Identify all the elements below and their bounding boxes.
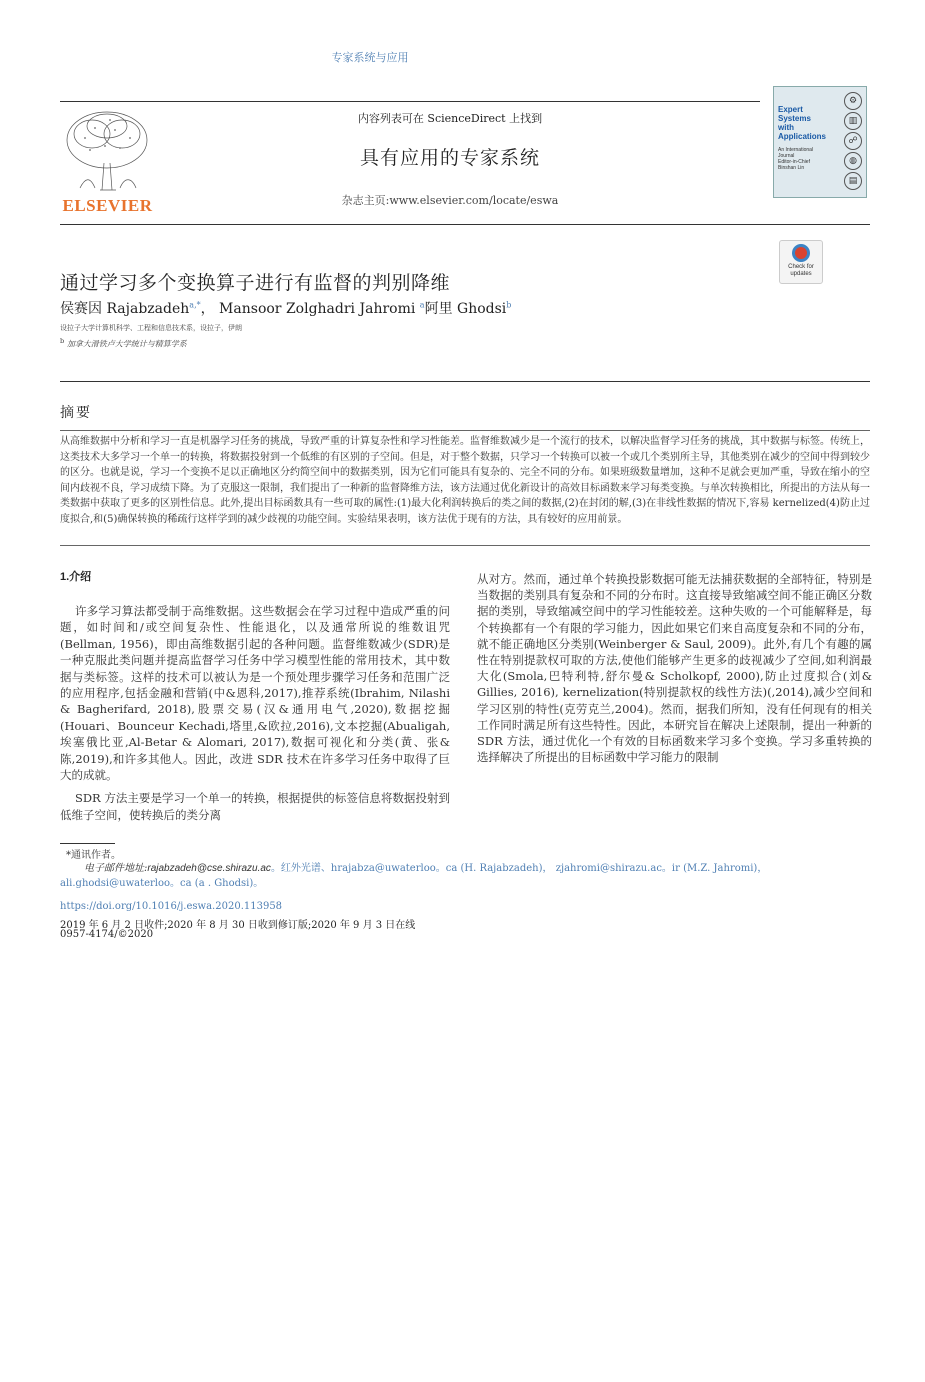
globe-icon: ◍ xyxy=(844,152,862,170)
author-affiliation-marker[interactable]: a,* xyxy=(189,300,201,310)
masthead-bottom-rule xyxy=(60,224,870,225)
author-name[interactable]: 侯赛因 Rajabzadeh xyxy=(60,301,190,317)
journal-name[interactable]: 具有应用的专家系统 xyxy=(359,147,540,169)
journal-short-title[interactable]: 专家系统与应用 xyxy=(331,51,409,64)
email-links-rest[interactable]: 。红外光谱、hrajabza@uwaterloo。ca (H. Rajabzadeh)， zjahromi@shirazu.ac。ir (M.Z. Jahromi)，ali.ghodsi@uwaterloo。ca (a . Ghodsi)。 xyxy=(60,863,768,889)
cover-subtitle: An International Journal Editor-in-Chief Binshan Lin xyxy=(778,147,814,171)
author-affiliation-marker[interactable]: a xyxy=(419,300,425,310)
author-affiliation-marker[interactable]: b xyxy=(506,300,512,310)
bookmark-icon xyxy=(792,244,810,262)
cover-title: Expert Systems with Applications xyxy=(778,105,827,141)
chart-icon: ▥ xyxy=(844,112,862,130)
network-icon: ☍ xyxy=(844,132,862,150)
gear-icon: ⚙ xyxy=(844,92,862,110)
left-column xyxy=(60,603,450,823)
paragraph: SDR 方法主要是学习一个单一的转换，根据提供的标签信息将数据投射到低维子空间，使转换后的类分离 xyxy=(60,791,450,822)
contents-availability-line[interactable]: 内容列表可在 ScienceDirect 上找到 xyxy=(357,112,543,125)
doi-link[interactable]: https://doi.org/10.1016/j.eswa.2020.113958 xyxy=(60,901,283,912)
corresponding-author-note: *通讯作者。 xyxy=(66,850,121,861)
paragraph: 从对方。然而，通过单个转换投影数据可能无法捕获数据的全部特征，特别是当数据的类别具有复杂和不同的分布时。这直接导致缩减空间不能正确区分数据的类别，导致缩减空间中的学习性能较差。这种失败的一个可能解释是，每个转换都有一个有限的学习能力，因此如果它们来自高度复杂和不同的分布，就不能正确地区分类别(Weinberger & Saul, 2009)。此外,有几个有趣的属性在特别提款权可取的方法,使他们能够产生更多的歧视减少了空间,如利润最大化(Smola,巴特利特,舒尔曼& Scholkopf, 2000),防止过度拟合(刘& Gillies, 2016), kernelization(特别提款权的线性方法)(,2014),减少空间和学习区别的特性(克劳克兰,2004)。然而，据我们所知，没有任何现有的相关工作同时满足所有这些特性。因此，本研究旨在解决上述限制，提出一种新的 SDR 方法，通过优化一个有效的目标函数来学习多个变换。学习多重转换的选择解决了所提出的目标函数中学习能力的限制 xyxy=(477,572,872,765)
abstract-bottom-rule xyxy=(60,545,870,546)
masthead-top-rule xyxy=(60,101,760,102)
journal-homepage[interactable]: 杂志主页:www.elsevier.com/locate/eswa xyxy=(341,194,559,207)
check-updates-label: Check for updates xyxy=(788,264,814,277)
email-link[interactable]: rajabzadeh@cse.shirazu.ac xyxy=(147,863,271,874)
title-separator-rule xyxy=(60,381,870,382)
author-name[interactable]: ， Mansoor Zolghadri Jahromi xyxy=(200,301,416,317)
author-name[interactable]: 阿里 Ghodsi xyxy=(424,301,507,317)
abstract-heading: 摘要 xyxy=(60,405,92,421)
section-heading: 1.介绍 xyxy=(60,571,92,583)
elsevier-wordmark[interactable]: ELSEVIER xyxy=(62,196,153,215)
cover-icon-column xyxy=(842,91,864,192)
abstract-top-rule xyxy=(60,430,870,431)
issn-copyright: 0957-4174/©2020 xyxy=(60,929,154,940)
footnote-rule xyxy=(60,843,115,844)
abstract-text: 从高维数据中分析和学习一直是机器学习任务的挑战，导致严重的计算复杂性和学习性能差。监督维数减少是一个流行的技术，以解决监督学习任务的挑战，其中数据与标签。传统上，这类技术大多学习一个单一的转换，将数据投射到一个低维的有区别的子空间。但是，对于整个数据，只学习一个转换可以被一个或几个类别所主导，其他类别在减少的空间中得到较少的区分。也就是说，学习一个变换不足以正确地区分约简空间中的数据类别，因为它们可能具有复杂的、完全不同的分布。如果班级数量增加，这种不足就会更加严重，导致在缩小的空间内歧视不良，学习成绩下降。为了克服这一限制，我们提出了一种新的监督降维方法，该方法通过优化新设计的高效目标函数来学习每类变换。与单次转换相比，所提出的方法从每一类数据中获取了更多的区别性信息。此外,提出目标函数具有一些可取的属性:(1)最大化利润转换后的类之间的数据,(2)在封闭的解,(3)在非线性数据的情况下,容易 kernelized(4)防止过度拟合,和(5)确保转换的稀疏行这样学到的减少歧视的功能空间。实验结果表明，该方法优于现有的方法，具有较好的应用前景。 xyxy=(60,436,870,525)
right-column xyxy=(477,571,872,765)
affiliation-b: $^b$ 加拿大滑铁卢大学统计与精算学系 xyxy=(60,337,187,349)
article-title: 通过学习多个变换算子进行有监督的判别降维 xyxy=(60,272,451,294)
journal-cover-image[interactable] xyxy=(773,86,867,198)
affiliation-a: 设拉子大学计算机科学、工程和信息技术系，设拉子，伊朗 xyxy=(60,324,242,332)
author-list xyxy=(60,298,511,318)
check-for-updates-button[interactable] xyxy=(779,240,823,284)
email-label: 电子邮件地址: xyxy=(84,863,148,874)
paragraph: 许多学习算法都受制于高维数据。这些数据会在学习过程中造成严重的问题，如时间和/或空间复杂性、性能退化，以及通常所说的维数诅咒(Bellman, 1956)，即由高维数据引起的各种问题。监督维数减少(SDR)是一种克服此类问题并提高监督学习任务中学习模型性能的常用技术，其中数据与类标签。这样的技术可以被认为是一个预处理步骤学习任务和范围广泛的应用程序,包括金融和营销(中&恩科,2017),推荐系统(Ibrahim, Nilashi & Bagherifard, 2018),股票交易(汉&通用电气,2020),数据挖掘(Houari、Bounceur Kechadi,塔里,&欧拉,2016),文本挖掘(Abualigah,埃塞俄比亚,Al-Betar & Alomari, 2017),数据可视化和分类(黄、张&陈,2019),和许多其他人。因此，改进 SDR 技术在许多学习任务中取得了巨大的成就。 xyxy=(60,604,450,783)
bars-icon: ▤ xyxy=(844,172,862,190)
email-addresses xyxy=(60,862,840,891)
article-history: 2019 年 6 月 2 日收件;2020 年 8 月 30 日收到修订版;2020 年 9 月 3 日在线 xyxy=(60,920,416,931)
